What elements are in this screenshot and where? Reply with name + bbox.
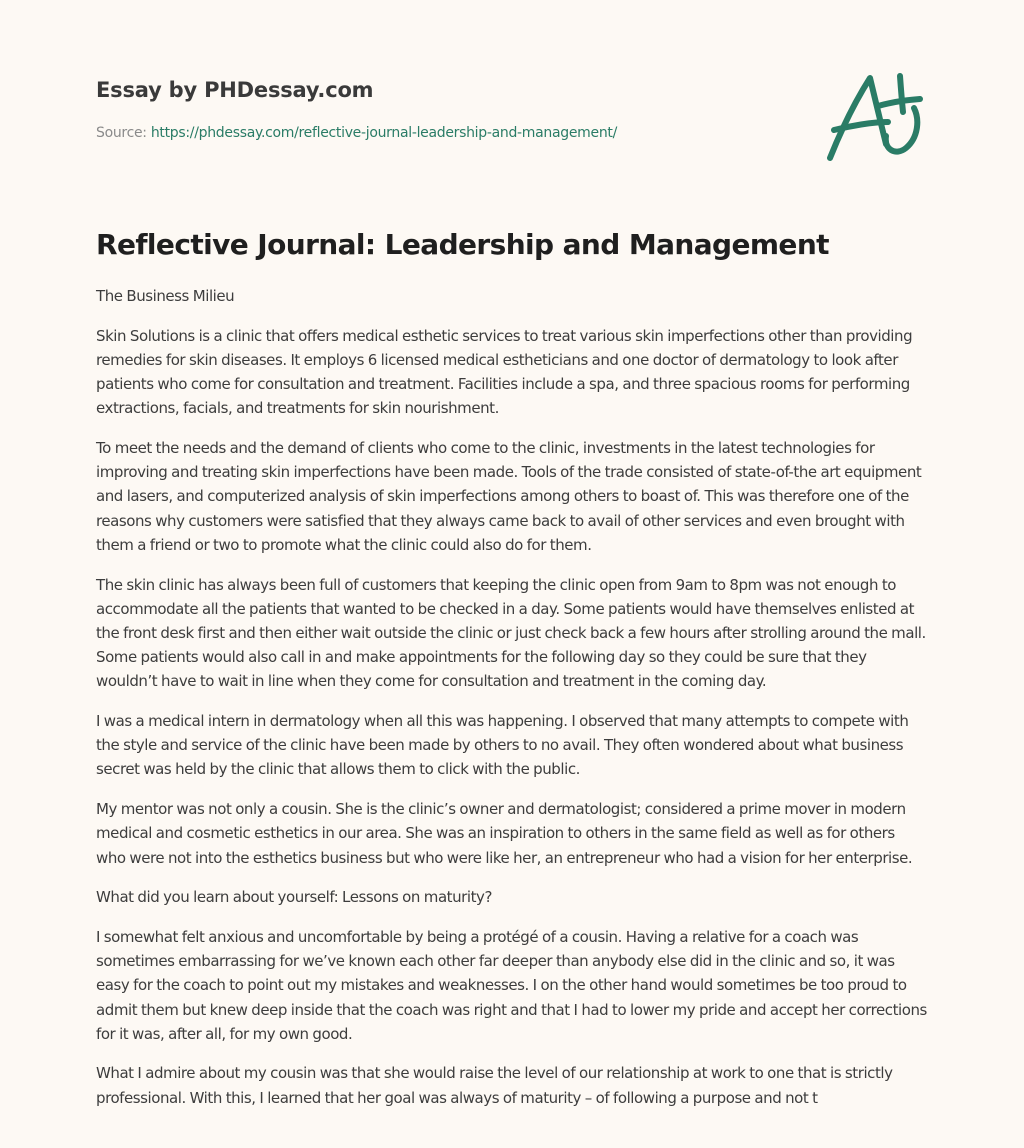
section-heading: The Business Milieu [96, 287, 235, 305]
source-label: Source: [96, 125, 151, 141]
paragraph: What I admire about my cousin was that she would raise the level of our relationship at work to one that is strictly professional. With this, I learned that her goal was always of maturity – of following a purpose and not t [96, 1064, 893, 1107]
site-brand: Essay by PHDessay.com [96, 78, 374, 102]
source-link[interactable]: https://phdessay.com/reflective-journal-leadership-and-management/ [150, 125, 617, 141]
paragraph: I somewhat felt anxious and uncomfortable by being a protégé of a cousin. Having a relative for a coach was sometimes embarrassing for we’ve known each other far deeper than anybody else did in the clinic and so, it was easy for the coach to point out my mistakes and weaknesses. I on the other hand would sometimes be too proud to admit them but knew deep inside that the coach was right and that I had to lower my pride and accept her corrections for it was, after all, for my own good. [96, 927, 927, 1043]
paragraph: Skin Solutions is a clinic that offers medical esthetic services to treat various skin imperfections other than providing remedies for skin diseases. It employs 6 licensed medical estheticians and one doctor of dermatology to look after patients who come for consultation and treatment. Facilities include a spa, and three spacious rooms for performing extractions, facials, and treatments for skin nourishment. [96, 326, 913, 418]
paragraph: To meet the needs and the demand of clients who come to the clinic, investments in the latest technologies for improving and treating skin imperfections have been made. Tools of the trade consisted of state-of-the art equipment and lasers, and computerized analysis of skin imperfections among others to boast of. This was therefore one of the reasons why customers were satisfied that they always came back to avail of other services and even brought with them a friend or two to promote what the clinic could also do for them. [96, 439, 922, 554]
paragraph: I was a medical intern in dermatology when all this was happening. I observed that many attempts to compete with the style and service of the clinic have been made by others to no avail. They often wondered about what business secret was held by the clinic that allows them to click with the public. [96, 712, 909, 779]
a-plus-grade-icon [820, 64, 930, 168]
article-body [96, 284, 928, 1125]
paragraph: The skin clinic has always been full of customers that keeping the clinic open from 9am to 8pm was not enough to accommodate all the patients that wanted to be checked in a day. Some patients would have themselves enlisted at the front desk first and then either wait outside the clinic or just check back a few hours after strolling around the mall. Some patients would also call in and make appointments for the following day so they could be sure that they wouldn’t have to wait in line when they come for consultation and treatment in the coming day. [96, 575, 926, 691]
source-line [96, 123, 916, 143]
article-title: Reflective Journal: Leadership and Management [96, 228, 829, 261]
section-heading: What did you learn about yourself: Lessons on maturity? [96, 888, 492, 907]
paragraph: My mentor was not only a cousin. She is the clinic’s owner and dermatologist; considered a prime mover in modern medical and cosmetic esthetics in our area. She was an inspiration to others in the same field as well as for others who were not into the esthetics business but who were like her, an entrepreneur who had a vision for her enterprise. [96, 800, 913, 867]
essay-header [96, 76, 916, 143]
